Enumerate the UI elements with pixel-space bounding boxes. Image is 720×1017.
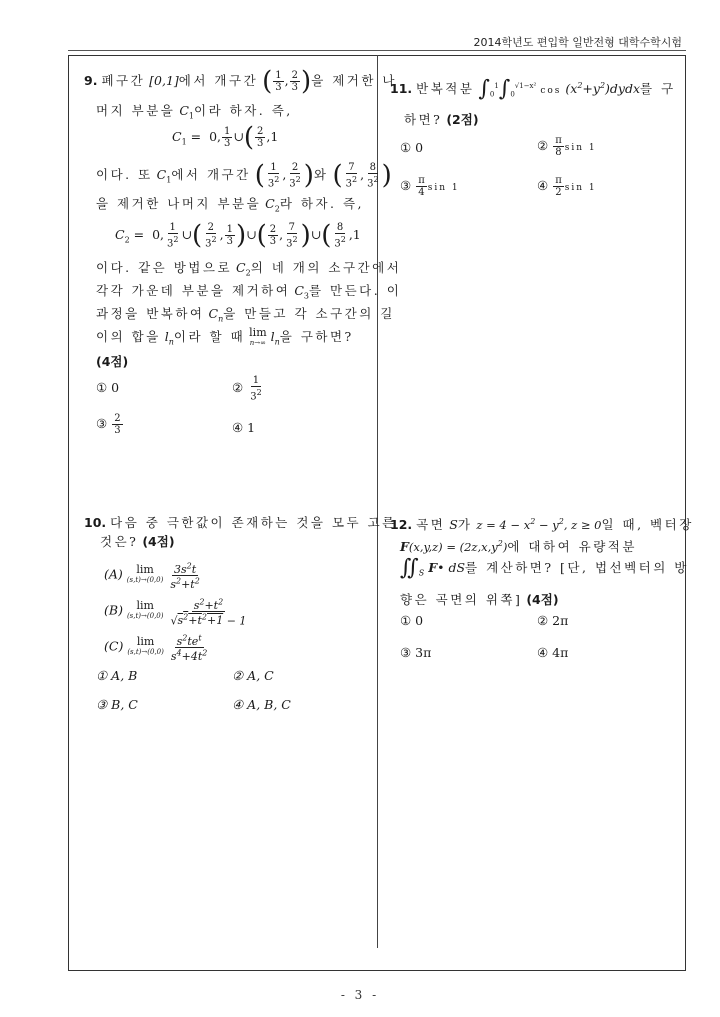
question-text: 을 제거한 나 xyxy=(311,73,398,88)
question-text: 에 대하여 유량적분 xyxy=(507,538,637,554)
choice-3[interactable]: ③ 3π xyxy=(400,645,432,660)
question-text: 일 때, 벡터장 xyxy=(601,516,694,532)
choice-4[interactable]: ④ A, B, C xyxy=(232,697,291,712)
question-text: 가 xyxy=(457,516,473,532)
choice-1[interactable]: ① 0 xyxy=(400,613,424,628)
item-a: (A) lim (s,t)→(0,0) $\frac{3s^2t}{s^2+t^2}$ xyxy=(104,561,200,592)
question-text: 이다. 또 xyxy=(96,167,153,183)
question-text: 을 제거한 나머지 부분을 xyxy=(96,196,262,211)
question-text: 이의 합을 xyxy=(96,329,161,344)
choice-1[interactable]: ① 0 xyxy=(400,140,424,155)
points-label: (4점) xyxy=(526,592,559,607)
question-number: 12. xyxy=(390,516,413,532)
question-text: 다음 중 극한값이 존재하는 것을 모두 고른 xyxy=(110,515,397,530)
question-number: 9. xyxy=(84,73,98,88)
question-text: 에서 개구간 xyxy=(178,73,259,88)
question-text: 를 만든다. 이 xyxy=(308,283,402,298)
question-text: 하면? xyxy=(404,112,443,127)
question-text: 를 구 xyxy=(640,81,676,97)
choice-2[interactable]: ② $\frac{\pi}{8}$ sin 1 xyxy=(537,135,597,158)
question-text: 머지 부분을 xyxy=(96,103,176,118)
question-text: 반복적분 xyxy=(416,81,475,97)
question-text: 곡면 xyxy=(416,516,446,532)
choice-3[interactable]: ③ B, C xyxy=(96,697,138,712)
question-text: 와 xyxy=(313,167,329,183)
question-text: 향은 곡면의 위쪽] xyxy=(400,592,523,607)
set-symbol: C xyxy=(179,103,189,118)
question-text: 라 하자. 즉, xyxy=(279,196,365,211)
choice-3[interactable]: ③ $\frac{2}{3}$ xyxy=(96,413,121,436)
header-rule xyxy=(68,50,686,51)
question-number: 11. xyxy=(390,81,413,97)
question-text: 이라 할 때 xyxy=(173,329,246,344)
question-text: 이라 하자. 즉, xyxy=(194,103,293,118)
choice-1[interactable]: ① A, B xyxy=(96,668,138,683)
set-symbol: C xyxy=(172,129,182,144)
exam-header-title: 2014학년도 편입학 일반전형 대학수학시험 xyxy=(473,36,682,49)
interval-math: [0,1] xyxy=(149,73,179,88)
question-number: 10. xyxy=(84,515,107,530)
question-text: 에서 개구간 xyxy=(171,167,251,183)
page-number: - 3 - xyxy=(340,988,380,1002)
question-text: 의 네 개의 소구간에서 xyxy=(250,260,402,275)
question-text: 것은? xyxy=(100,534,139,549)
question-text: 를 계산하면? [단, 법선벡터의 방 xyxy=(465,560,689,575)
choice-4[interactable]: ④ $\frac{\pi}{2}$ sin 1 xyxy=(537,175,597,198)
points-label: (2점) xyxy=(446,112,479,127)
choice-3[interactable]: ③ $\frac{\pi}{4}$ sin 1 xyxy=(400,175,460,198)
question-text: 각각 가운데 부분을 제거하여 xyxy=(96,283,291,298)
question-text: 을 구하면? xyxy=(279,329,354,344)
choice-2[interactable]: ② $\frac{1}{3^2}$ xyxy=(232,375,262,403)
question-text: 을 만들고 각 소구간의 길 xyxy=(223,306,395,321)
choice-4[interactable]: ④ 4π xyxy=(537,645,569,660)
choice-2[interactable]: ② 2π xyxy=(537,613,569,628)
choice-4[interactable]: ④ 1 xyxy=(232,420,256,435)
choice-2[interactable]: ② A, C xyxy=(232,668,274,683)
question-text: 과정을 반복하여 xyxy=(96,306,205,321)
item-c: (C) lim (s,t)→(0,0) $\frac{s^2te^t}{s^4+4t^2}$ xyxy=(104,633,208,664)
item-b: (B) lim (s,t)→(0,0) $\frac{s^2+t^2}{√s^2+t^2+1 - 1}$ xyxy=(104,597,247,628)
question-text: 폐구간 xyxy=(101,73,146,88)
points-label: (4점) xyxy=(142,534,175,549)
choice-1[interactable]: ① 0 xyxy=(96,380,120,395)
question-text: 이다. 같은 방법으로 xyxy=(96,260,233,275)
points-label: (4점) xyxy=(96,354,129,369)
